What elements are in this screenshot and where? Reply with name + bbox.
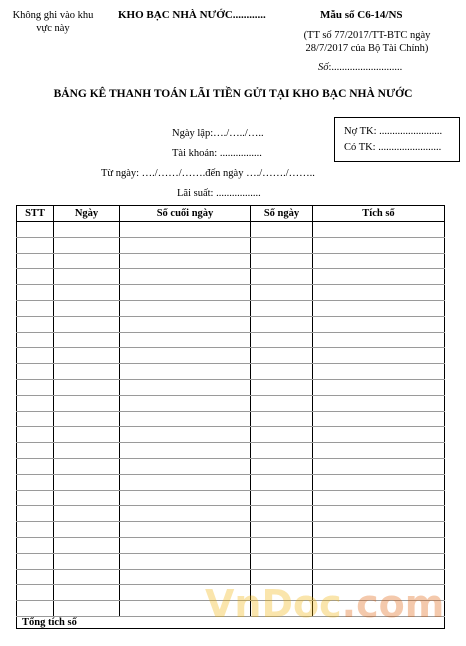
table-cell xyxy=(120,490,251,506)
table-cell xyxy=(17,364,54,380)
table-row xyxy=(17,585,445,601)
table-cell xyxy=(17,553,54,569)
table-cell xyxy=(251,269,313,285)
table-cell xyxy=(17,537,54,553)
table-cell xyxy=(251,348,313,364)
column-header: Ngày xyxy=(54,206,120,222)
table-cell xyxy=(313,411,445,427)
total-label: Tổng tích số xyxy=(17,617,445,629)
table-cell xyxy=(17,332,54,348)
table-cell xyxy=(17,395,54,411)
debit-account: Nợ TK: ........................ xyxy=(344,126,443,137)
table-row xyxy=(17,364,445,380)
table-cell xyxy=(251,364,313,380)
total-row xyxy=(17,617,445,629)
table-row xyxy=(17,490,445,506)
period-field: Từ ngày: …./……/…….đến ngày …./……./…….. xyxy=(101,168,315,179)
column-header: STT xyxy=(17,206,54,222)
table-cell xyxy=(54,490,120,506)
form-number: Mẫu số C6-14/NS xyxy=(320,9,403,21)
table-cell xyxy=(54,458,120,474)
table-cell xyxy=(313,569,445,585)
table-cell xyxy=(251,490,313,506)
table-cell xyxy=(251,474,313,490)
table-cell xyxy=(54,379,120,395)
table-cell xyxy=(54,253,120,269)
table-cell xyxy=(120,553,251,569)
table-row xyxy=(17,285,445,301)
table-row xyxy=(17,569,445,585)
table-row xyxy=(17,253,445,269)
table-cell xyxy=(313,490,445,506)
table-row xyxy=(17,237,445,253)
table-row xyxy=(17,348,445,364)
table-row xyxy=(17,300,445,316)
table-cell xyxy=(120,269,251,285)
table-cell xyxy=(251,585,313,601)
table-cell xyxy=(120,427,251,443)
table-cell xyxy=(54,364,120,380)
interest-table xyxy=(16,205,445,629)
table-cell xyxy=(313,601,445,617)
account-box xyxy=(334,117,460,162)
table-cell xyxy=(120,443,251,459)
table-cell xyxy=(120,474,251,490)
table-cell xyxy=(17,237,54,253)
table-row xyxy=(17,379,445,395)
table-cell xyxy=(251,253,313,269)
circular-reference: (TT số 77/2017/TT-BTC ngày 28/7/2017 của Bộ Tài Chính) xyxy=(303,30,431,54)
table-cell xyxy=(313,364,445,380)
table-cell xyxy=(54,300,120,316)
table-cell xyxy=(313,553,445,569)
table-cell xyxy=(313,537,445,553)
table-cell xyxy=(313,458,445,474)
table-cell xyxy=(251,553,313,569)
table-cell xyxy=(120,316,251,332)
table-cell xyxy=(251,522,313,538)
table-cell xyxy=(54,601,120,617)
table-cell xyxy=(313,427,445,443)
table-cell xyxy=(120,237,251,253)
table-cell xyxy=(54,237,120,253)
table-cell xyxy=(120,569,251,585)
table-cell xyxy=(54,537,120,553)
table-cell xyxy=(17,348,54,364)
table-cell xyxy=(54,332,120,348)
column-header: Số ngày xyxy=(251,206,313,222)
table-cell xyxy=(120,458,251,474)
table-cell xyxy=(120,506,251,522)
table-cell xyxy=(54,553,120,569)
table-cell xyxy=(251,537,313,553)
table-cell xyxy=(17,411,54,427)
table-cell xyxy=(17,379,54,395)
table-cell xyxy=(313,253,445,269)
table-cell xyxy=(54,427,120,443)
table-cell xyxy=(120,300,251,316)
table-cell xyxy=(251,285,313,301)
table-cell xyxy=(54,348,120,364)
table-cell xyxy=(251,506,313,522)
treasury-name: KHO BẠC NHÀ NƯỚC............ xyxy=(118,9,266,21)
no-write-note: Không ghi vào khu vực này xyxy=(12,10,94,34)
table-row xyxy=(17,443,445,459)
table-cell xyxy=(251,427,313,443)
table-cell xyxy=(17,300,54,316)
table-cell xyxy=(313,300,445,316)
table-cell xyxy=(17,285,54,301)
table-cell xyxy=(120,285,251,301)
table-row xyxy=(17,458,445,474)
column-header: Số cuối ngày xyxy=(120,206,251,222)
table-row xyxy=(17,332,445,348)
table-row xyxy=(17,269,445,285)
table-cell xyxy=(17,253,54,269)
table-cell xyxy=(313,237,445,253)
table-cell xyxy=(17,585,54,601)
table-cell xyxy=(54,569,120,585)
table-row xyxy=(17,222,445,238)
table-cell xyxy=(251,443,313,459)
table-cell xyxy=(54,285,120,301)
table-cell xyxy=(120,585,251,601)
table-cell xyxy=(251,411,313,427)
credit-account: Có TK: ........................ xyxy=(344,142,442,153)
table-row xyxy=(17,522,445,538)
table-cell xyxy=(313,379,445,395)
table-cell xyxy=(120,537,251,553)
table-row xyxy=(17,506,445,522)
date-field: Ngày lập:…./…../….. xyxy=(172,128,264,139)
table-cell xyxy=(120,379,251,395)
table-cell xyxy=(54,316,120,332)
table-cell xyxy=(54,585,120,601)
table-cell xyxy=(54,395,120,411)
table-cell xyxy=(251,332,313,348)
table-cell xyxy=(17,269,54,285)
watermark-logo: VnDoc.com xyxy=(205,582,445,626)
table-cell xyxy=(120,222,251,238)
table-cell xyxy=(54,269,120,285)
table-cell xyxy=(120,348,251,364)
table-cell xyxy=(120,411,251,427)
table-cell xyxy=(54,222,120,238)
document-title: BẢNG KÊ THANH TOÁN LÃI TIỀN GỬI TẠI KHO BẠC NHÀ NƯỚC xyxy=(53,88,413,100)
table-row xyxy=(17,411,445,427)
table-cell xyxy=(54,474,120,490)
table-cell xyxy=(17,490,54,506)
interest-rate-field: Lãi suất: ................. xyxy=(177,188,261,199)
table-row xyxy=(17,427,445,443)
table-cell xyxy=(54,506,120,522)
table-cell xyxy=(17,522,54,538)
table-cell xyxy=(17,427,54,443)
table-cell xyxy=(313,443,445,459)
table-row xyxy=(17,395,445,411)
table-cell xyxy=(313,316,445,332)
table-cell xyxy=(251,569,313,585)
account-field: Tài khoản: ................ xyxy=(172,148,262,159)
serial-value: :........................... xyxy=(328,62,403,73)
table-cell xyxy=(120,364,251,380)
table-cell xyxy=(54,443,120,459)
table-row xyxy=(17,553,445,569)
table-cell xyxy=(17,601,54,617)
table-body xyxy=(17,222,445,617)
table-cell xyxy=(313,506,445,522)
table-cell xyxy=(17,443,54,459)
table-cell xyxy=(251,601,313,617)
table-cell xyxy=(251,300,313,316)
table-cell xyxy=(313,269,445,285)
table-cell xyxy=(313,222,445,238)
table-cell xyxy=(17,474,54,490)
table-cell xyxy=(313,285,445,301)
table-cell xyxy=(17,458,54,474)
table-cell xyxy=(251,379,313,395)
serial-label: Số xyxy=(318,62,329,73)
table-row xyxy=(17,474,445,490)
serial-number xyxy=(318,62,402,73)
table-cell xyxy=(251,222,313,238)
table-cell xyxy=(313,332,445,348)
table-row xyxy=(17,316,445,332)
table-cell xyxy=(17,222,54,238)
table-cell xyxy=(251,395,313,411)
table-cell xyxy=(120,395,251,411)
column-header: Tích số xyxy=(313,206,445,222)
table-cell xyxy=(120,332,251,348)
table-cell xyxy=(17,316,54,332)
table-cell xyxy=(120,522,251,538)
table-cell xyxy=(313,585,445,601)
table-cell xyxy=(313,522,445,538)
table-cell xyxy=(120,253,251,269)
table-row xyxy=(17,601,445,617)
table-cell xyxy=(313,348,445,364)
table-cell xyxy=(54,522,120,538)
table-row xyxy=(17,537,445,553)
table-cell xyxy=(313,474,445,490)
table-cell xyxy=(251,458,313,474)
table-cell xyxy=(17,506,54,522)
table-header-row xyxy=(17,206,445,222)
table-cell xyxy=(251,237,313,253)
table-cell xyxy=(120,601,251,617)
table-cell xyxy=(17,569,54,585)
table-cell xyxy=(313,395,445,411)
table-cell xyxy=(54,411,120,427)
table-cell xyxy=(251,316,313,332)
